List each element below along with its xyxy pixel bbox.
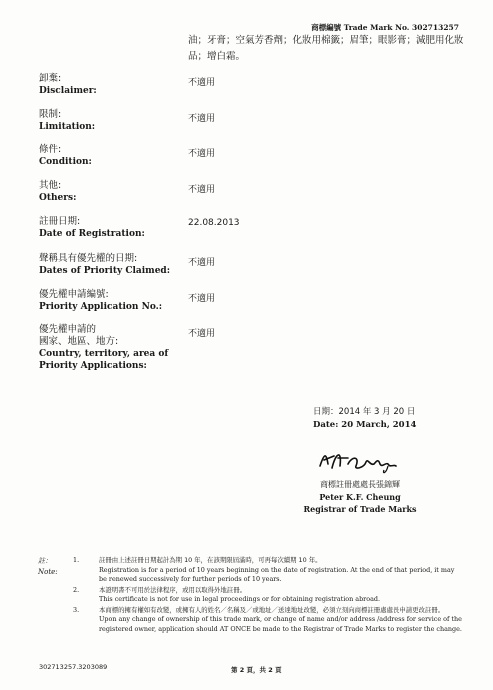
issue-date-zh: 日期：2014 年 3 月 20 日 xyxy=(313,407,416,417)
priority-application-no-label-zh: 優先權申請編號: xyxy=(39,289,109,300)
goods-list-continuation: 油；牙膏；空氣芳香劑；化妝用棉籤；眉筆；眼影膏；減肥用化妝品；增白霜。 xyxy=(188,35,464,62)
priority-application-no-value: 不適用 xyxy=(188,294,216,304)
notes-label-zh: 註： xyxy=(38,557,52,565)
trade-mark-number: 商標編號 Trade Mark No. 302713257 xyxy=(311,23,459,32)
note-text-zh: 本商標的擁有權如有改變，或擁有人的姓名／名稱及／或地址／送達地址改變，必須立刻向商標註冊處處長申請更改註冊。 xyxy=(99,605,445,614)
registration-date-value: 22.08.2013 xyxy=(188,218,240,228)
registration-date-label xyxy=(39,216,145,240)
registrar-title: Registrar of Trade Marks xyxy=(303,504,417,514)
page-indicator: 第 2 頁，共 2 頁 xyxy=(231,666,282,674)
disclaimer-value: 不適用 xyxy=(188,78,216,88)
disclaimer-label xyxy=(39,73,97,97)
registrar-signature-image xyxy=(318,444,398,474)
priority-country-value: 不適用 xyxy=(188,329,216,339)
note-item xyxy=(73,606,463,635)
notes-list xyxy=(73,556,463,635)
others-label-zh: 其他: xyxy=(39,180,62,191)
condition-label-en: Condition: xyxy=(39,157,92,167)
others-label xyxy=(39,180,76,204)
priority-dates-label xyxy=(39,253,170,277)
priority-dates-value: 不適用 xyxy=(188,258,216,268)
priority-dates-label-zh: 聲稱具有優先權的日期: xyxy=(39,253,138,264)
notes-label-en: Note: xyxy=(38,568,58,576)
limitation-label-en: Limitation: xyxy=(39,122,96,132)
priority-application-no-label xyxy=(39,289,162,313)
note-text-en: This certificate is not for use in legal proceedings or for obtaining registration abroad. xyxy=(99,595,381,603)
notes-label xyxy=(38,556,58,578)
disclaimer-label-en: Disclaimer: xyxy=(39,86,97,96)
condition-label-zh: 條件: xyxy=(39,144,62,155)
registration-date-label-zh: 註冊日期: xyxy=(39,216,81,227)
disclaimer-label-zh: 卸棄: xyxy=(39,73,62,84)
note-text-en: Registration is for a period of 10 years beginning on the date of registration. At the end of that period, it may be renewed successively for further periods of 10 years. xyxy=(99,565,455,583)
registrar-block xyxy=(285,479,435,515)
limitation-value: 不適用 xyxy=(188,114,216,124)
priority-application-no-label-en: Priority Application No.: xyxy=(39,302,163,312)
note-number: 1. xyxy=(73,556,80,564)
registration-date-label-en: Date of Registration: xyxy=(39,229,145,239)
note-number: 2. xyxy=(73,585,80,594)
note-number: 3. xyxy=(73,605,80,614)
note-text-en: Upon any change of ownership of this trade mark, or change of name and/or address /address for service of the registered owner, application should AT ONCE be made to the Registrar of Trade Marks to register the change. xyxy=(99,615,462,633)
priority-country-label xyxy=(39,324,168,372)
others-value: 不適用 xyxy=(188,185,216,195)
issue-date-block xyxy=(313,406,416,432)
priority-country-label-en-1: Country, territory, area of xyxy=(39,349,169,359)
priority-country-label-en-2: Priority Applications: xyxy=(39,361,147,371)
limitation-label-zh: 限制: xyxy=(39,109,62,120)
registrar-name-zh: 商標註冊處處長張錦輝 xyxy=(320,480,400,489)
priority-country-label-zh-2: 國家、地區、地方: xyxy=(39,336,119,347)
note-item xyxy=(73,586,463,605)
note-text-zh: 本證明書不可用於法律程序，或用以取得外地註冊。 xyxy=(99,585,246,594)
priority-dates-label-en: Dates of Priority Claimed: xyxy=(39,266,171,276)
note-text-zh: 註冊由上述註冊日期起計為期 10 年，在該期限屆滿時，可再每次續期 10 年。 xyxy=(99,556,322,564)
registrar-name-en: Peter K.F. Cheung xyxy=(319,492,401,502)
issue-date-en: Date: 20 March, 2014 xyxy=(313,420,417,430)
condition-value: 不適用 xyxy=(188,149,216,159)
others-label-en: Others: xyxy=(39,193,77,203)
document-id: 302713257.3203089 xyxy=(39,663,108,671)
limitation-label xyxy=(39,109,95,133)
priority-country-label-zh-1: 優先權申請的 xyxy=(39,324,97,335)
condition-label xyxy=(39,144,92,168)
note-item xyxy=(73,556,463,585)
